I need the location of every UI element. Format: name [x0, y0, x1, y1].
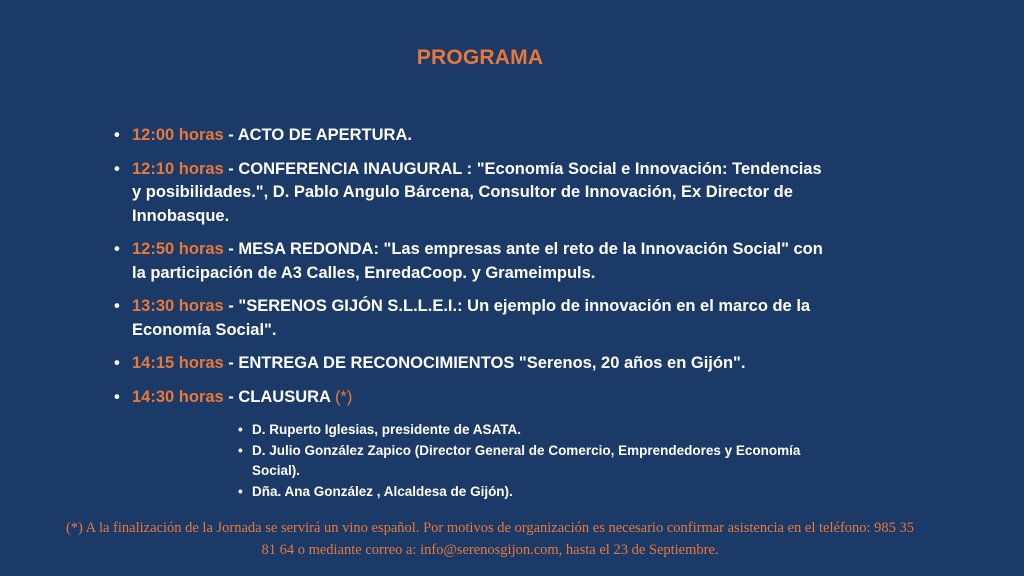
speaker-item: • D. Julio González Zapico (Director General de Comercio, Emprendedores y Economía Social).	[238, 441, 838, 482]
agenda-item	[112, 352, 832, 376]
footnote-marker: (*)	[334, 387, 353, 406]
agenda-time: 12:50 horas	[132, 240, 224, 258]
agenda-text: - CLAUSURA	[223, 387, 335, 406]
agenda-time: 14:30 horas	[132, 387, 224, 406]
agenda-time: 12:00 horas	[132, 126, 224, 144]
agenda-item	[112, 124, 832, 148]
agenda-text: - ACTO DE APERTURA.	[223, 126, 412, 144]
agenda-time: 13:30 horas	[132, 297, 224, 315]
agenda-text: - "SERENOS GIJÓN S.L.L.E.I.: Un ejemplo de innovación en el marco de la Economía Social".	[132, 297, 811, 339]
agenda-item	[112, 386, 832, 410]
page-title: PROGRAMA	[416, 46, 544, 69]
footnote: (*) A la finalización de la Jornada se servirá un vino español. Por motivos de organización es necesario confirmar asistencia en el teléfono: 985 35 81 64 o mediante correo a: info@serenosgijon.com, hasta el 23 de Septiembre.	[65, 520, 915, 558]
agenda-time: 12:10 horas	[132, 159, 224, 178]
agenda-item	[112, 295, 832, 342]
agenda-list	[112, 124, 832, 419]
agenda-time: 14:15 horas	[132, 354, 224, 372]
agenda-item	[112, 238, 832, 285]
agenda-text: - CONFERENCIA INAUGURAL : "Economía Social e Innovación: Tendencias y posibilidades.", D. Pablo Angulo Bárcena, Consultor de Innovación, Ex Director de Innobasque.	[132, 159, 822, 225]
speaker-item: • D. Ruperto Iglesias, presidente de ASATA.	[238, 420, 838, 441]
agenda-item	[112, 158, 832, 229]
speaker-item: • Dña. Ana González , Alcaldesa de Gijón).	[238, 482, 838, 503]
agenda-text: - ENTREGA DE RECONOCIMIENTOS "Serenos, 20 años en Gijón".	[223, 354, 746, 372]
closing-speakers-list	[238, 420, 838, 502]
agenda-text: - MESA REDONDA: "Las empresas ante el reto de la Innovación Social" con la participación de A3 Calles, EnredaCoop. y Grameimpuls.	[132, 240, 823, 282]
